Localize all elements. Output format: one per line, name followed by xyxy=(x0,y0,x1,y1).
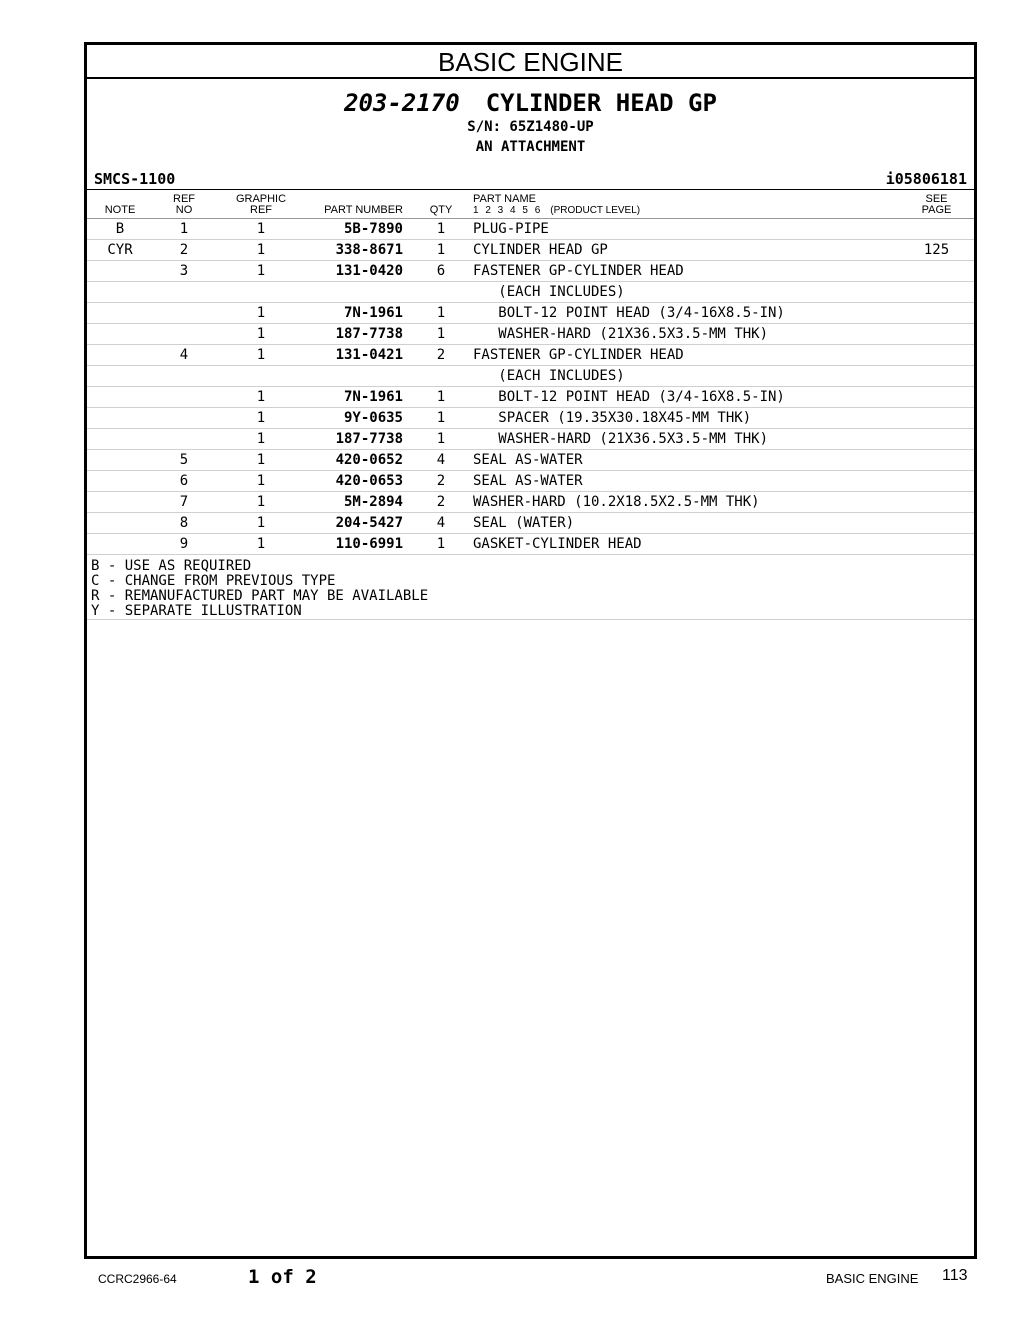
footer-section: BASIC ENGINE xyxy=(826,1271,919,1286)
part-name-cell: BOLT-12 POINT HEAD (3/4-16X8.5-IN) xyxy=(469,387,899,408)
table-row xyxy=(87,513,974,534)
see-page-cell xyxy=(899,261,974,282)
parts-table xyxy=(87,189,974,555)
part-number-cell: 131-0421 xyxy=(307,345,413,366)
graphic-ref-cell: 1 xyxy=(215,261,307,282)
see-page-cell xyxy=(899,366,974,387)
part-name-cell: BOLT-12 POINT HEAD (3/4-16X8.5-IN) xyxy=(469,303,899,324)
note-cell xyxy=(87,366,153,387)
table-row xyxy=(87,324,974,345)
note-cell xyxy=(87,324,153,345)
graphic-ref-cell: 1 xyxy=(215,513,307,534)
see-page-cell xyxy=(899,492,974,513)
qty-cell: 1 xyxy=(413,387,469,408)
see-page-cell xyxy=(899,471,974,492)
ref-no-cell: 7 xyxy=(153,492,215,513)
note-cell xyxy=(87,345,153,366)
ref-no-cell xyxy=(153,429,215,450)
ref-no-cell xyxy=(153,324,215,345)
product-levels: 1 2 3 4 5 6 xyxy=(473,205,541,216)
part-number-cell: 187-7738 xyxy=(307,429,413,450)
table-header xyxy=(87,190,974,219)
part-number-cell: 204-5427 xyxy=(307,513,413,534)
see-page-cell xyxy=(899,387,974,408)
note-cell xyxy=(87,387,153,408)
part-name-cell: CYLINDER HEAD GP xyxy=(469,240,899,261)
graphic-ref-cell xyxy=(215,282,307,303)
ref-no-cell: 2 xyxy=(153,240,215,261)
part-number-cell: 7N-1961 xyxy=(307,303,413,324)
ref-no-cell: 3 xyxy=(153,261,215,282)
col-part-name: PART NAME 1 2 3 4 5 6 (PRODUCT LEVEL) xyxy=(469,190,899,219)
qty-cell xyxy=(413,282,469,303)
note-cell xyxy=(87,534,153,555)
col-graphic-ref: GRAPHIC REF xyxy=(215,190,307,219)
table-row xyxy=(87,429,974,450)
note-cell xyxy=(87,303,153,324)
part-name-cell: PLUG-PIPE xyxy=(469,219,899,240)
col-part-number: PART NUMBER xyxy=(307,190,413,219)
graphic-ref-cell: 1 xyxy=(215,345,307,366)
col-ref-no: REF NO xyxy=(153,190,215,219)
graphic-ref-cell: 1 xyxy=(215,240,307,261)
part-number-cell: 420-0653 xyxy=(307,471,413,492)
see-page-cell xyxy=(899,324,974,345)
qty-cell: 1 xyxy=(413,303,469,324)
part-name-cell: WASHER-HARD (10.2X18.5X2.5-MM THK) xyxy=(469,492,899,513)
table-row xyxy=(87,345,974,366)
part-name-cell: SEAL AS-WATER xyxy=(469,450,899,471)
graphic-ref-cell: 1 xyxy=(215,471,307,492)
part-number-cell: 5B-7890 xyxy=(307,219,413,240)
legend-item: C - CHANGE FROM PREVIOUS TYPE xyxy=(91,573,336,589)
part-name-cell: (EACH INCLUDES) xyxy=(469,366,899,387)
smcs-code: SMCS-1100 xyxy=(94,170,176,188)
table-row xyxy=(87,366,974,387)
see-page-cell xyxy=(899,282,974,303)
qty-cell: 1 xyxy=(413,324,469,345)
group-title-block xyxy=(87,79,974,157)
qty-cell: 1 xyxy=(413,408,469,429)
ref-no-cell xyxy=(153,303,215,324)
col-see-page: SEE PAGE xyxy=(899,190,974,219)
part-name-cell: (EACH INCLUDES) xyxy=(469,282,899,303)
part-name-cell: FASTENER GP-CYLINDER HEAD xyxy=(469,261,899,282)
qty-cell: 2 xyxy=(413,492,469,513)
part-number-cell: 7N-1961 xyxy=(307,387,413,408)
col-qty: QTY xyxy=(413,190,469,219)
legend-item: Y - SEPARATE ILLUSTRATION xyxy=(91,603,302,619)
table-row xyxy=(87,387,974,408)
part-name-cell: SEAL (WATER) xyxy=(469,513,899,534)
part-number-cell: 110-6991 xyxy=(307,534,413,555)
group-name: CYLINDER HEAD GP xyxy=(485,89,717,117)
graphic-ref-cell: 1 xyxy=(215,324,307,345)
col-note: NOTE xyxy=(87,190,153,219)
see-page-cell xyxy=(899,450,974,471)
see-page-cell xyxy=(899,219,974,240)
legend xyxy=(87,555,974,620)
note-cell xyxy=(87,492,153,513)
parts-table-body xyxy=(87,219,974,555)
group-title xyxy=(87,89,974,117)
table-row xyxy=(87,534,974,555)
part-number-cell xyxy=(307,366,413,387)
graphic-ref-cell: 1 xyxy=(215,408,307,429)
qty-cell xyxy=(413,366,469,387)
note-cell xyxy=(87,450,153,471)
ref-no-cell: 8 xyxy=(153,513,215,534)
table-row xyxy=(87,240,974,261)
ref-no-cell: 1 xyxy=(153,219,215,240)
part-number-cell: 420-0652 xyxy=(307,450,413,471)
see-page-cell: 125 xyxy=(899,240,974,261)
part-name-cell: GASKET-CYLINDER HEAD xyxy=(469,534,899,555)
ref-no-cell: 4 xyxy=(153,345,215,366)
part-name-cell: SEAL AS-WATER xyxy=(469,471,899,492)
table-row xyxy=(87,408,974,429)
ref-no-cell xyxy=(153,366,215,387)
see-page-cell xyxy=(899,429,974,450)
qty-cell: 1 xyxy=(413,240,469,261)
see-page-cell xyxy=(899,345,974,366)
qty-cell: 4 xyxy=(413,450,469,471)
ref-no-cell: 5 xyxy=(153,450,215,471)
part-name-cell: SPACER (19.35X30.18X45-MM THK) xyxy=(469,408,899,429)
see-page-cell xyxy=(899,303,974,324)
qty-cell: 4 xyxy=(413,513,469,534)
page-frame xyxy=(84,42,977,1259)
ref-no-cell xyxy=(153,408,215,429)
note-cell xyxy=(87,429,153,450)
group-type: AN ATTACHMENT xyxy=(475,139,586,155)
part-number-cell: 131-0420 xyxy=(307,261,413,282)
graphic-ref-cell: 1 xyxy=(215,450,307,471)
graphic-ref-cell: 1 xyxy=(215,387,307,408)
qty-cell: 2 xyxy=(413,471,469,492)
legend-item: R - REMANUFACTURED PART MAY BE AVAILABLE xyxy=(91,588,429,604)
see-page-cell xyxy=(899,513,974,534)
graphic-ref-cell xyxy=(215,366,307,387)
ref-no-cell xyxy=(153,387,215,408)
serial-number: S/N: 65Z1480-UP xyxy=(467,119,594,135)
part-number-cell: 5M-2894 xyxy=(307,492,413,513)
table-row xyxy=(87,282,974,303)
part-number-cell: 338-8671 xyxy=(307,240,413,261)
note-cell xyxy=(87,282,153,303)
part-name-cell: WASHER-HARD (21X36.5X3.5-MM THK) xyxy=(469,429,899,450)
see-page-cell xyxy=(899,408,974,429)
qty-cell: 1 xyxy=(413,534,469,555)
graphic-ref-cell: 1 xyxy=(215,219,307,240)
part-number-cell xyxy=(307,282,413,303)
section-title: BASIC ENGINE xyxy=(87,45,974,79)
part-name-cell: WASHER-HARD (21X36.5X3.5-MM THK) xyxy=(469,324,899,345)
qty-cell: 1 xyxy=(413,429,469,450)
reference-line xyxy=(87,167,974,189)
footer-page-number: 113 xyxy=(942,1267,968,1284)
ref-no-cell: 6 xyxy=(153,471,215,492)
graphic-ref-cell: 1 xyxy=(215,303,307,324)
note-cell xyxy=(87,513,153,534)
graphic-ref-cell: 1 xyxy=(215,534,307,555)
see-page-cell xyxy=(899,534,974,555)
note-cell xyxy=(87,408,153,429)
table-row xyxy=(87,450,974,471)
table-row xyxy=(87,303,974,324)
footer-page-of: 1 of 2 xyxy=(248,1266,317,1288)
note-cell xyxy=(87,471,153,492)
illustration-id: i05806181 xyxy=(885,170,967,188)
graphic-ref-cell: 1 xyxy=(215,429,307,450)
product-level-label: (PRODUCT LEVEL) xyxy=(550,205,641,216)
group-number: 203-2170 xyxy=(344,89,460,117)
table-row xyxy=(87,261,974,282)
table-row xyxy=(87,471,974,492)
note-cell: CYR xyxy=(87,240,153,261)
legend-item: B - USE AS REQUIRED xyxy=(91,558,252,574)
qty-cell: 1 xyxy=(413,219,469,240)
table-row xyxy=(87,219,974,240)
note-cell: B xyxy=(87,219,153,240)
table-row xyxy=(87,492,974,513)
part-number-cell: 9Y-0635 xyxy=(307,408,413,429)
qty-cell: 6 xyxy=(413,261,469,282)
part-number-cell: 187-7738 xyxy=(307,324,413,345)
footer-doc-id: CCRC2966-64 xyxy=(98,1272,177,1286)
part-name-cell: FASTENER GP-CYLINDER HEAD xyxy=(469,345,899,366)
qty-cell: 2 xyxy=(413,345,469,366)
note-cell xyxy=(87,261,153,282)
ref-no-cell: 9 xyxy=(153,534,215,555)
graphic-ref-cell: 1 xyxy=(215,492,307,513)
ref-no-cell xyxy=(153,282,215,303)
